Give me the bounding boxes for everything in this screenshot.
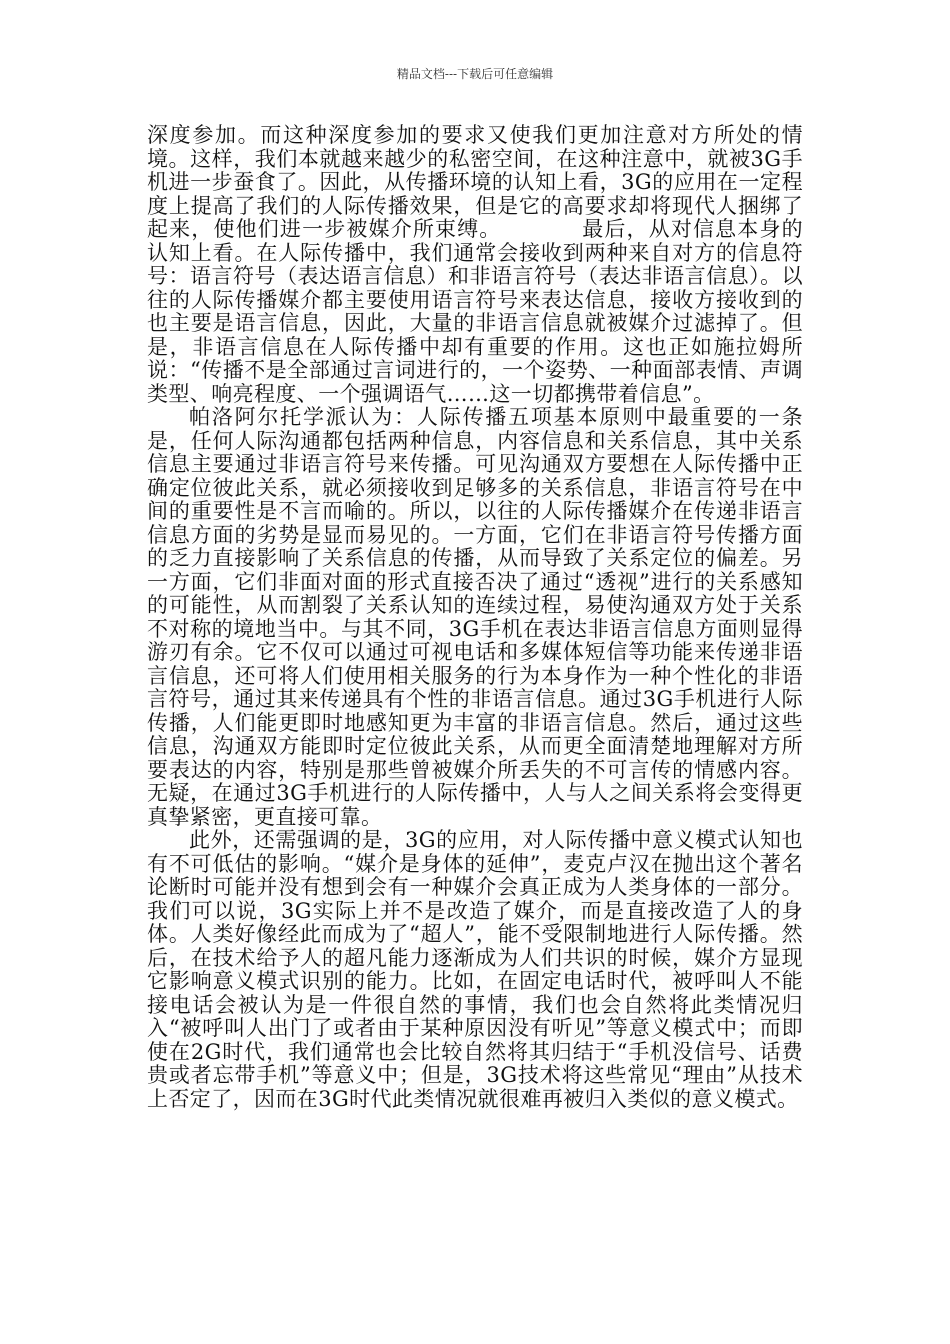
- paragraph-2: 帕洛阿尔托学派认为：人际传播五项基本原则中最重要的一条是，任何人际沟通都包括两种信息，内容信息和关系信息，其中关系信息主要通过非语言符号来传播。可见沟通双方要想在人际传播中正确定位彼此关系，就必须接收到足够多的关系信息，非语言符号在中间的重要性是不言而喻的。所以，以往的人际传播媒介在传递非语言信息方面的劣势是显而易见的。一方面，它们在非语言符号传播方面的乏力直接影响了关系信息的传播，从而导致了关系定位的偏差。另一方面，它们非面对面的形式直接否决了通过“透视”进行的关系感知的可能性，从而割裂了关系认知的连续过程，易使沟通双方处于关系不对称的境地当中。与其不同，3G手机在表达非语言信息方面则显得游刃有余。它不仅可以通过可视电话和多媒体短信等功能来传递非语言信息，还可将人们使用相关服务的行为本身作为一种个性化的非语言符号，通过其来传递具有个性的非语言信息。通过3G手机进行人际传播，人们能更即时地感知更为丰富的非语言信息。然后，通过这些信息，沟通双方能即时定位彼此关系，从而更全面清楚地理解对方所要表达的内容，特别是那些曾被媒介所丢失的不可言传的情感内容。无疑，在通过3G手机进行的人际传播中，人与人之间关系将会变得更真挚紧密，更直接可靠。: [147, 405, 803, 829]
- paragraph-3: 此外，还需强调的是，3G的应用，对人际传播中意义模式认知也有不可低估的影响。“媒介是身体的延伸”，麦克卢汉在抛出这个著名论断时可能并没有想到会有一种媒介会真正成为人类身体的一部分。我们可以说，3G实际上并不是改造了媒介，而是直接改造了人的身体。人类好像经此而成为了“超人”，能不受限制地进行人际传播。然后，在技术给予人的超凡能力逐渐成为人们共识的时候，媒介方显现它影响意义模式识别的能力。比如，在固定电话时代，被呼叫人不能接电话会被认为是一件很自然的事情，我们也会自然将此类情况归入“被呼叫人出门了或者由于某种原因没有听见”等意义模式中；而即使在2G时代，我们通常也会比较自然将其归结于“手机没信号、话费贵或者忘带手机”等意义中；但是，3G技术将这些常见“理由”从技术上否定了，因而在3G时代此类情况就很难再被归入类似的意义模式。: [147, 828, 803, 1111]
- document-body: [147, 124, 803, 1111]
- paragraph-1-text: 深度参加。而这种深度参加的要求又使我们更加注意对方所处的情境。这样，我们本就越来越少的私密空间，在这种注意中，就被3G手机进一步蚕食了。因此，从传播环境的认知上看，3G的应用在一定程度上提高了我们的人际传播效果，但是它的高要求却将现代人捆绑了起来，使他们进一步被媒介所束缚。: [147, 123, 803, 241]
- paragraph-1-continuation: 最后，从对信息本身的认知上看。在人际传播中，我们通常会接收到两种来自对方的信息符号：语言符号（表达语言信息）和非语言符号（表达非语言信息）。以往的人际传播媒介都主要使用语言符号来表达信息，接收方接收到的也主要是语言信息，因此，大量的非语言信息就被媒介过滤掉了。但是，非语言信息在人际传播中却有重要的作用。这也正如施拉姆所说：“传播不是全部通过言词进行的，一个姿势、一种面部表情、声调类型、响亮程度、一个强调语气……这一切都携带着信息”。: [147, 217, 804, 406]
- page-header: 精品文档---下载后可任意编辑: [396, 67, 554, 81]
- paragraph-1: [147, 124, 803, 406]
